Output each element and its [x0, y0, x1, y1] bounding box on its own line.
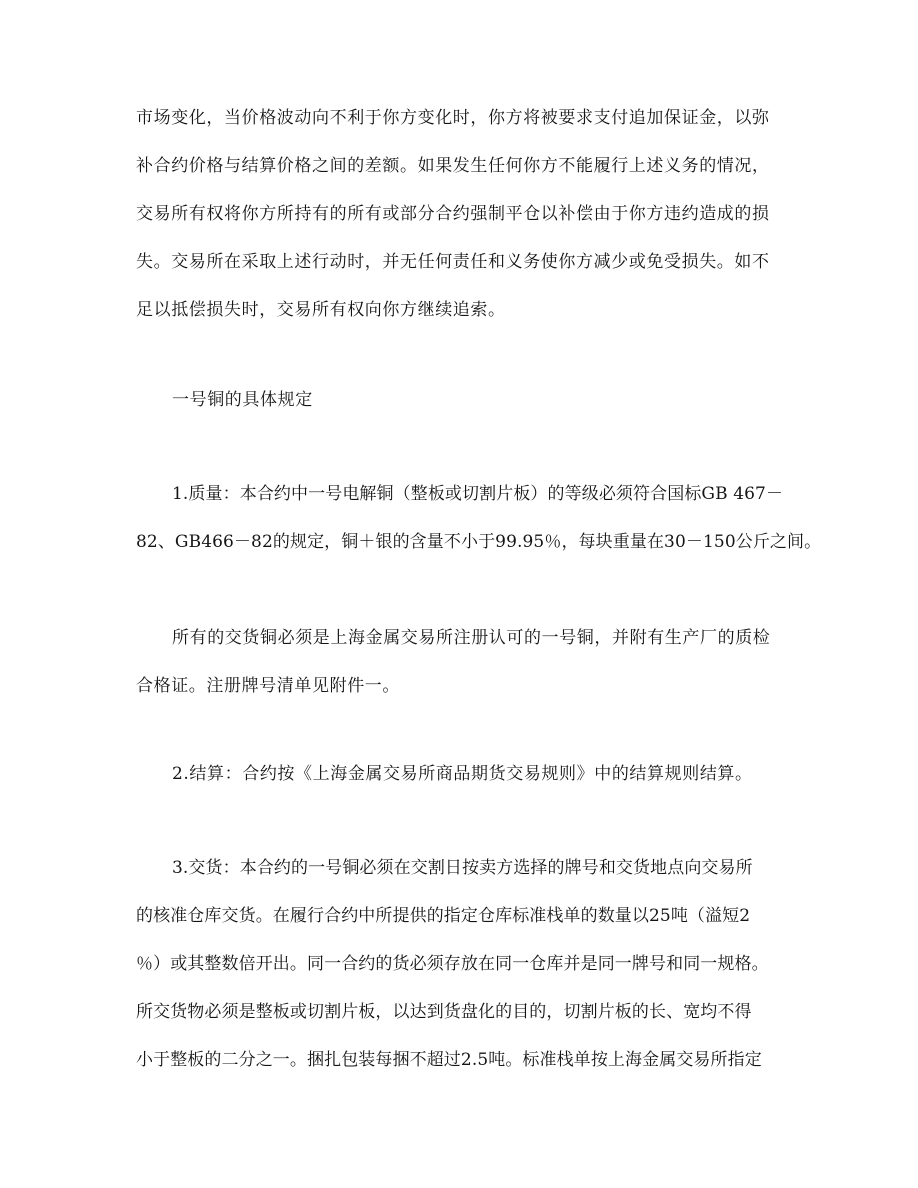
paragraph-delivery	[136, 844, 786, 1084]
text-line: 失。交易所在采取上述行动时，并无任何责任和义务使你方减少或免受损失。如不	[136, 252, 770, 272]
paragraph-margin-call	[136, 94, 786, 334]
text-line: 所有的交货铜必须是上海金属交易所注册认可的一号铜，并附有生产厂的质检	[172, 628, 771, 648]
text-line: 3.交货：本合约的一号铜必须在交割日按卖方选择的牌号和交货地点向交易所	[172, 858, 753, 878]
paragraph-quality	[136, 470, 822, 566]
paragraph-settlement	[136, 750, 786, 798]
text-line: ％）或其整数倍开出。同一合约的货必须存放在同一仓库并是同一牌号和同一规格。	[136, 954, 769, 974]
text-line: 补合约价格与结算价格之间的差额。如果发生任何你方不能履行上述义务的情况，	[136, 156, 770, 176]
text-line: 市场变化，当价格波动向不利于你方变化时，你方将被要求支付追加保证金，以弥	[136, 108, 770, 128]
text-line: 的核准仓库交货。在履行合约中所提供的指定仓库标准栈单的数量以25吨（溢短2	[136, 906, 751, 926]
text-line: 2.结算：合约按《上海金属交易所商品期货交易规则》中的结算规则结算。	[172, 764, 753, 784]
text-line: 小于整板的二分之一。捆扎包装每捆不超过2.5吨。标准栈单按上海金属交易所指定	[136, 1050, 762, 1070]
text-line: 82、GB466－82的规定，铜＋银的含量不小于99.95％，每块重量在30－150公斤之间。	[136, 532, 822, 552]
section-heading	[136, 376, 786, 424]
text-line: 所交货物必须是整板或切割片板，以达到货盘化的目的，切割片板的长、宽均不得	[136, 1002, 752, 1022]
text-line: 合格证。注册牌号清单见附件一。	[136, 676, 400, 696]
heading-text: 一号铜的具体规定	[172, 390, 313, 410]
paragraph-delivery-copper	[136, 614, 786, 710]
text-line: 1.质量：本合约中一号电解铜（整板或切割片板）的等级必须符合国标GB 467－	[172, 484, 784, 504]
text-line: 交易所有权将你方所持有的所有或部分合约强制平仓以补偿由于你方违约造成的损	[136, 204, 770, 224]
text-line: 足以抵偿损失时，交易所有权向你方继续追索。	[136, 300, 506, 320]
